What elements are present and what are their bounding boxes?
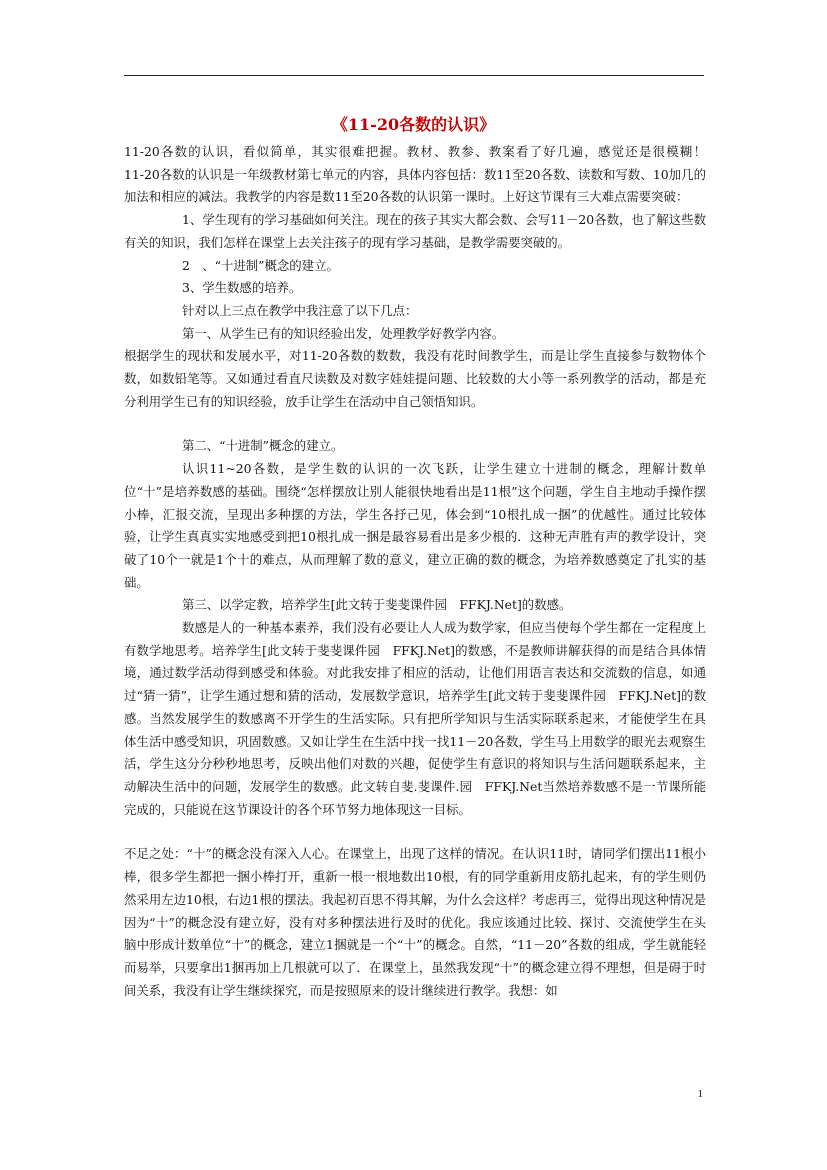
paragraph: 第二、“十进制”概念的建立。 [182, 438, 344, 454]
paragraph: 认识11~20各数，是学生数的认识的一次飞跃，让学生建立十进制的概念，理解计数单位“十”是培养数感的基础。围绕“怎样摆放让别人能很快地看出是11根”这个问题，学生自主地动手操作摆小棒，汇报交流，呈现出多种摆的方法，学生各抒己见，体会到“10根扎成一捆”的优越性。通过比较体验，让学生真真实实地感受到把10根扎成一捆是最容易看出是多少根的．这种无声胜有声的教学设计，突破了10个一就是1个十的难点，从而理解了数的意义，建立正确的数的概念，为培养数感奠定了扎实的基础。 [124, 461, 706, 590]
paragraph-gap [124, 413, 706, 435]
paragraph: 第一、从学生已有的知识经验出发，处理教学好教学内容。 [182, 325, 505, 341]
paragraph: 根据学生的现状和发展水平，对11-20各数的数数，我没有花时间教学生，而是让学生直接参与数物体个数，如数铅笔等。又如通过看直尺读数及对数字娃娃提问题、比较数的大小等一系列教学的活动，都是充分利用学生已有的知识经验，放手让学生在活动中自己领悟知识。 [124, 348, 706, 409]
paragraph: 第三、以学定教，培养学生[此文转于斐斐课件园 FFKJ.Net]的数感。 [182, 597, 572, 613]
document-title: 《11-20各数的认识》 [331, 115, 496, 134]
page-number: 1 [697, 1088, 703, 1100]
document-body [124, 141, 744, 1002]
paragraph: 1、学生现有的学习基础如何关注。现在的孩子其实大都会数、会写11－20各数，也了解这些数有关的知识，我们怎样在课堂上去关注孩子的现有学习基础，是教学需要突破的。 [124, 212, 706, 250]
paragraph: 2 、“十进制”概念的建立。 [182, 257, 339, 273]
paragraph: 3、学生数感的培养。 [182, 280, 302, 296]
paragraph: 针对以上三点在教学中我注意了以下几点： [182, 302, 418, 318]
paragraph: 数感是人的一种基本素养，我们没有必要让人人成为数学家，但应当使每个学生都在一定程度上有数学地思考。培养学生[此文转于斐斐课件园 FFKJ.Net]的数感，不是教师讲解获得的而是结合具体情境，通过数学活动得到感受和体验。对此我安排了相应的活动，让他们用语言表达和交流数的信息，如通过“猜一猜”，让学生通过想和猜的活动，发展数学意识，培养学生[此文转于斐斐课件园 FFKJ.Net]的数感。当然发展学生的数感离不开学生的生活实际。只有把所学知识与生活实际联系起来，才能使学生在具体生活中感受知识，巩固数感。又如让学生在生活中找一找11－20各数，学生马上用数学的眼光去观察生活，学生这分分秒秒地思考，反映出他们对数的兴趣，促使学生有意识的将知识与生活问题联系起来，主动解决生活中的问题，发展学生的数感。此文转自斐.斐课件.园 FFKJ.Net当然培养数感不是一节课所能完成的，只能说在这节课设计的各个环节努力地体现这一目标。 [124, 620, 706, 817]
paragraph: 11-20各数的认识，看似简单，其实很难把握。教材、教参、教案看了好几遍，感觉还是很模糊！ 11-20各数的认识是一年级教材第七单元的内容，具体内容包括：数11至20各数、读数和写数、10加几的加法和相应的减法。我教学的内容是数11至20各数的认识第一课时。上好这节课有三大难点需要突破： [124, 144, 744, 205]
header-rule [124, 75, 704, 76]
paragraph-gap [124, 821, 706, 843]
paragraph: 不足之处：“十”的概念没有深入人心。在课堂上，出现了这样的情况。在认识11时，请同学们摆出11根小棒，很多学生都把一捆小棒打开，重新一根一根地数出10根，有的同学重新用皮筋扎起来，有的学生则仍然采用左边10根，右边1根的摆法。我起初百思不得其解，为什么会这样？考虑再三，觉得出现这种情况是因为“十”的概念没有建立好，没有对多种摆法进行及时的优化。我应该通过比较、探讨、交流使学生在头脑中形成计数单位“十”的概念，建立1捆就是一个“十”的概念。自然，“11－20”各数的组成，学生就能轻而易举，只要拿出1捆再加上几根就可以了．在课堂上，虽然我发现“十”的概念建立得不理想，但是碍于时间关系，我没有让学生继续探究，而是按照原来的设计继续进行教学。我想：如 [124, 846, 706, 998]
